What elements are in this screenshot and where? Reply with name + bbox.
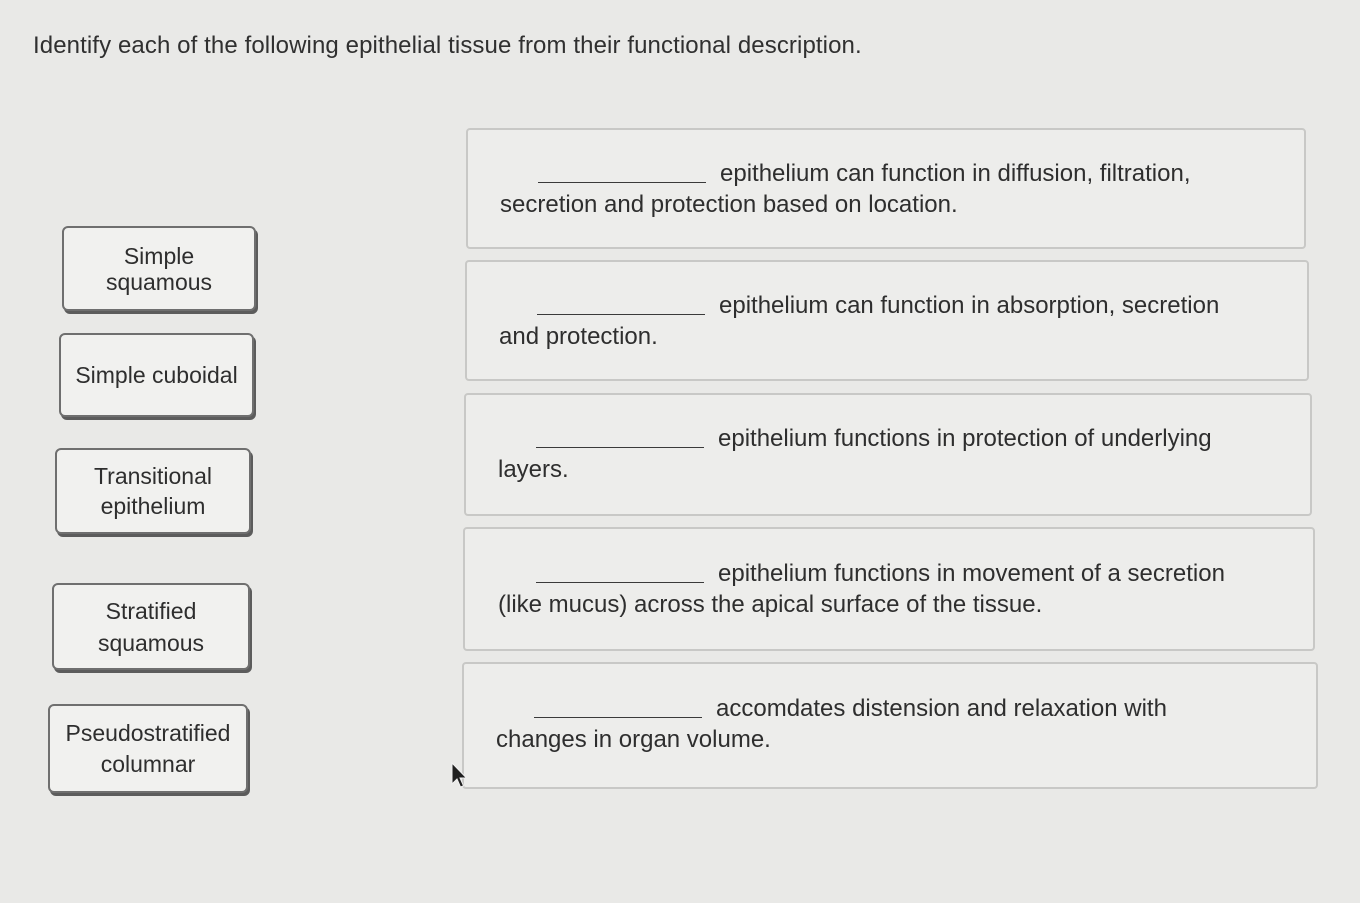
target-text-line2: secretion and protection based on location. [500,191,958,218]
choice-label-line2: squamous [97,629,205,656]
choice-label-line1: Simple cuboidal [75,362,238,388]
choice-label-line2: squamous [105,268,213,295]
answer-blank[interactable] [537,313,705,315]
question-prompt: Identify each of the following epithelial tissue from their functional description. [33,32,862,59]
drop-target-3[interactable] [464,393,1312,516]
target-text-line2: layers. [498,456,569,483]
target-text-line1: epithelium can function in absorption, secretion [719,292,1220,319]
choice-simple-squamous[interactable] [62,226,256,311]
choice-label-line1: Stratified [105,597,197,624]
answer-blank[interactable] [536,446,704,448]
target-text-line1: epithelium can function in diffusion, filtration, [720,160,1191,187]
drop-target-1[interactable] [466,128,1306,249]
drop-target-5[interactable] [462,662,1318,789]
choice-simple-cuboidal[interactable] [59,333,254,417]
target-text-line2: changes in organ volume. [496,726,771,753]
answer-blank[interactable] [534,716,702,718]
target-text-line1: epithelium functions in protection of underlying [718,425,1212,452]
target-text-line2: and protection. [499,323,658,350]
choice-label-line2: epithelium [100,493,206,519]
target-text-line1: epithelium functions in movement of a secretion [718,560,1225,587]
target-text-line2: (like mucus) across the apical surface of the tissue. [498,591,1043,618]
drop-target-2[interactable] [465,260,1309,381]
target-text-line1: accomdates distension and relaxation with [716,695,1167,722]
answer-blank[interactable] [538,181,706,183]
choice-pseudostratified-columnar[interactable] [48,704,248,793]
answer-blank[interactable] [536,581,704,583]
choice-label-line1: Pseudostratified [65,719,231,746]
choice-label-line1: Transitional [93,463,213,489]
choice-stratified-squamous[interactable] [52,583,250,670]
choice-label-line1: Simple [123,242,195,269]
mouse-pointer-icon [450,762,468,790]
choice-transitional-epithelium[interactable] [55,448,251,534]
choice-label-line2: columnar [100,750,196,777]
drop-target-4[interactable] [463,527,1315,651]
